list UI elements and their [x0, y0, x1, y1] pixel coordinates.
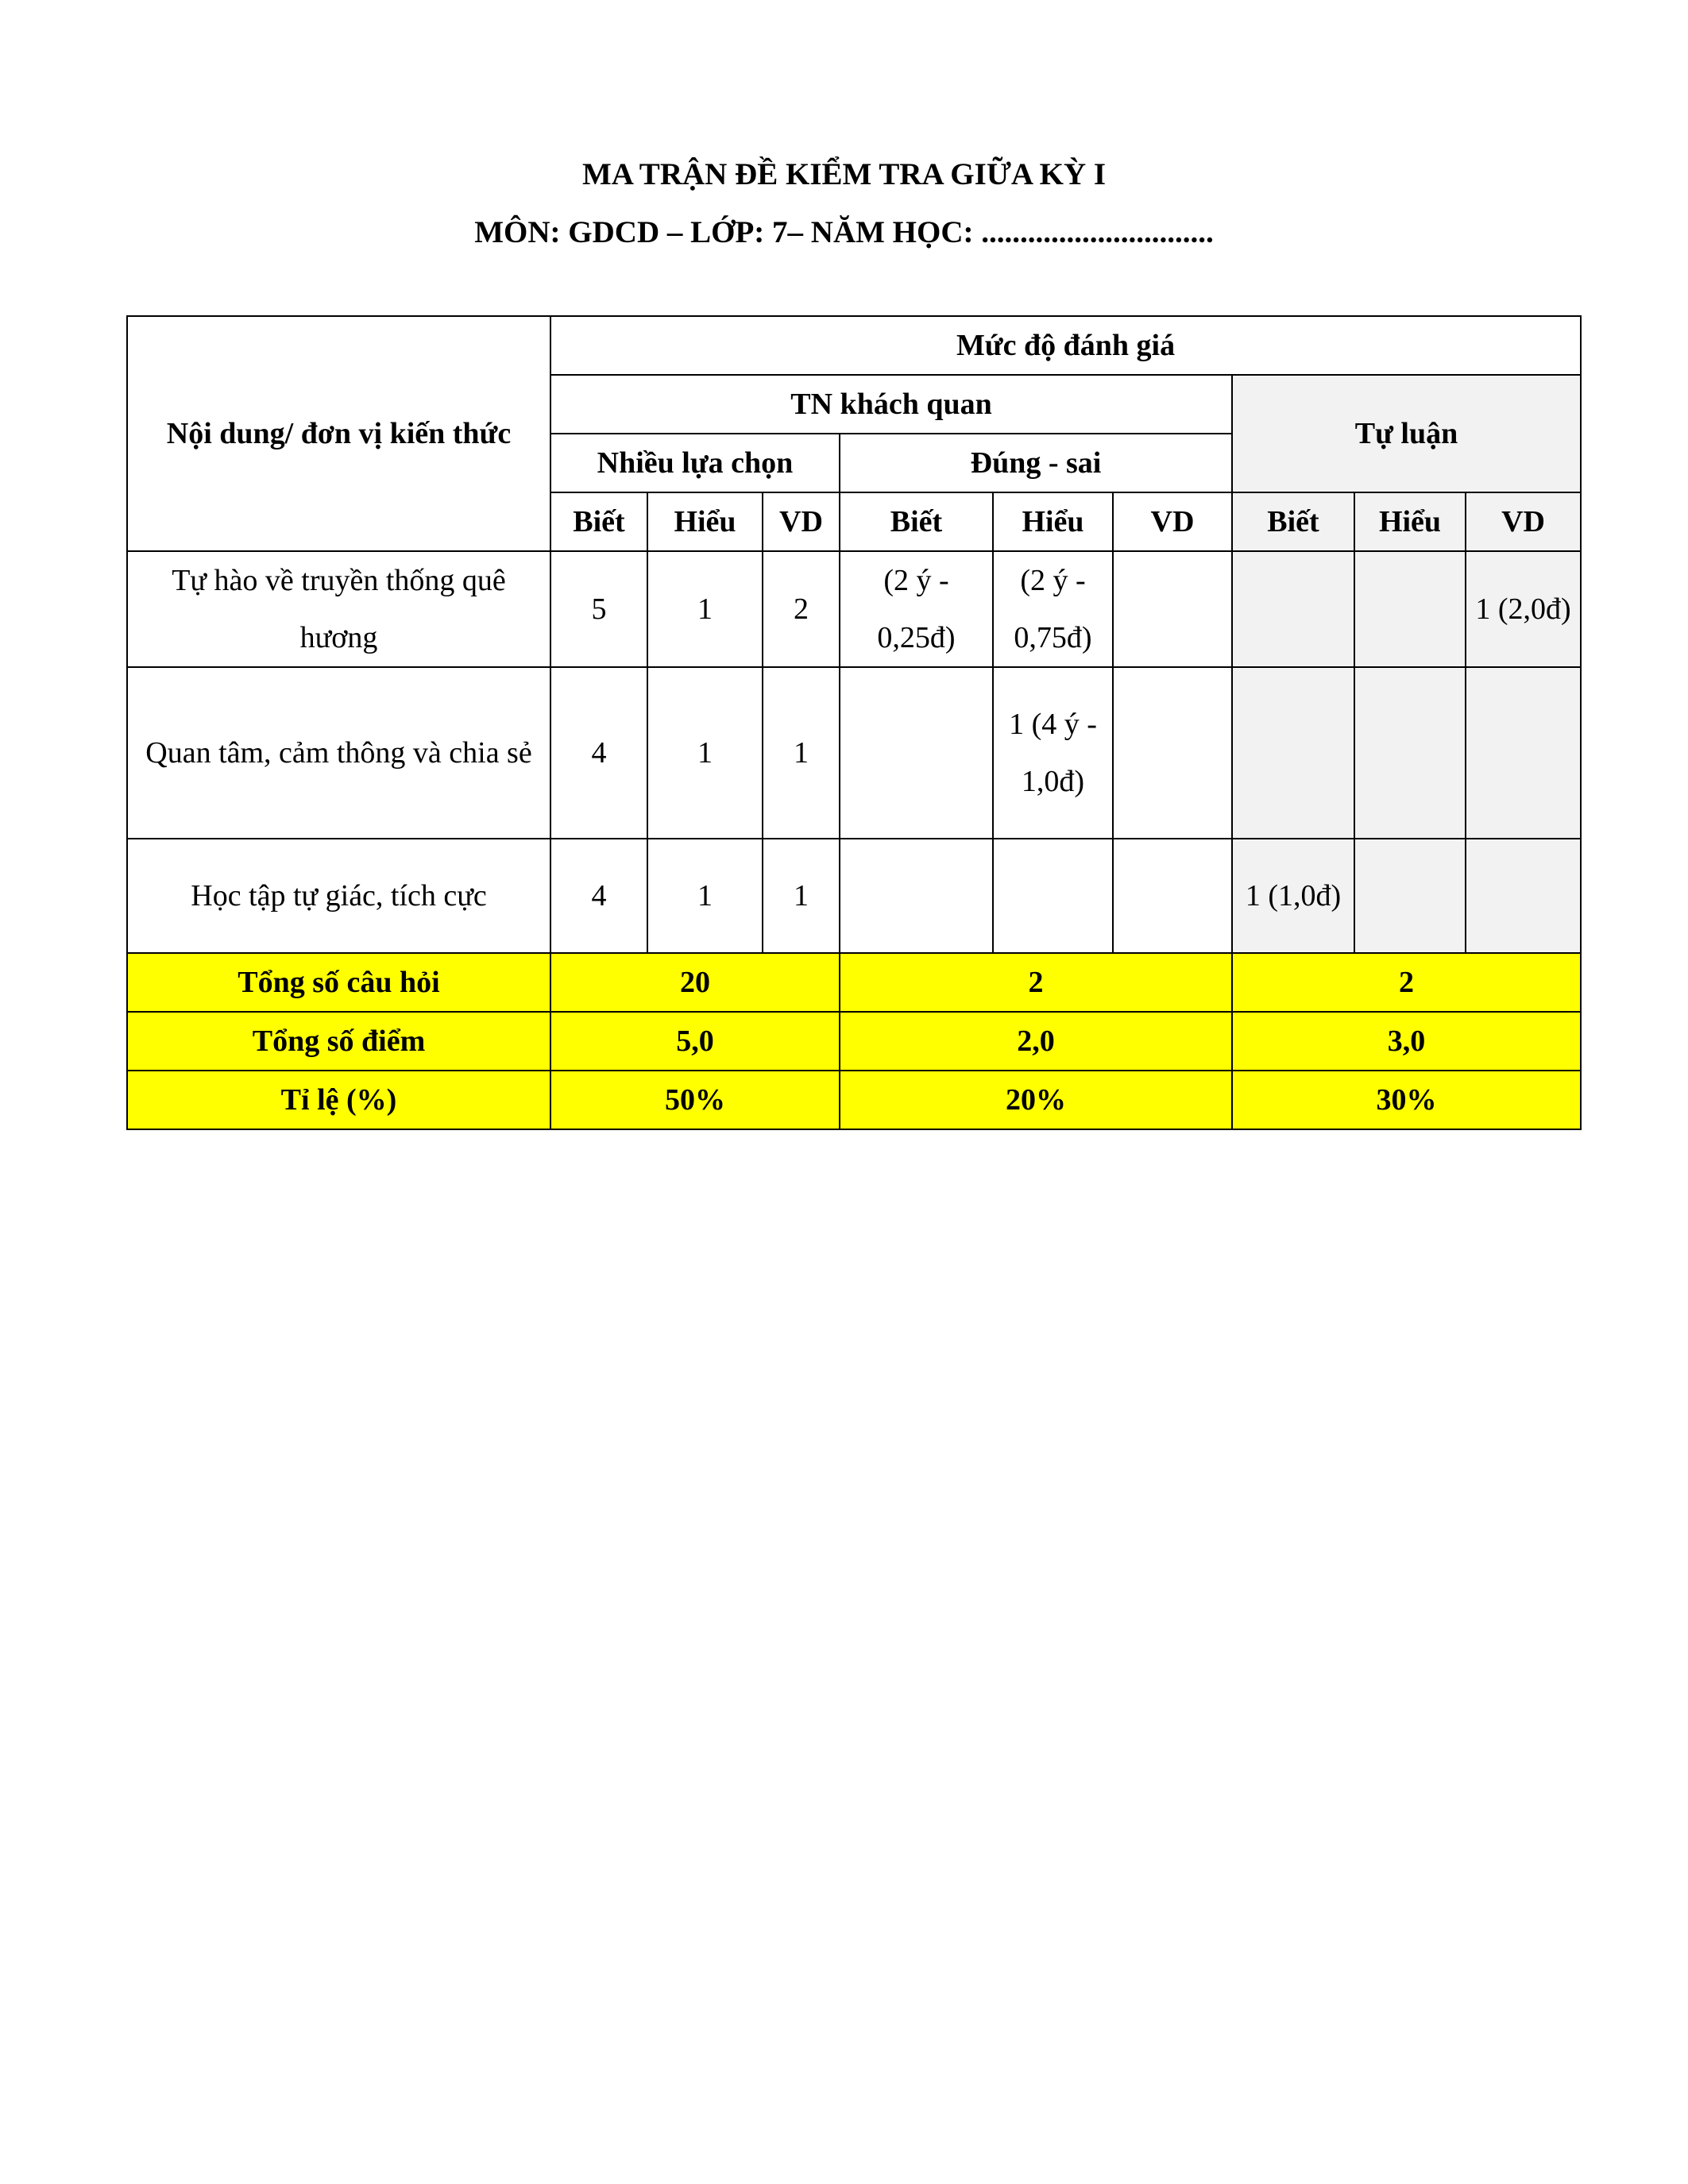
- table-row: [127, 551, 1581, 667]
- cell-mc-biet: 5: [550, 551, 647, 667]
- level-header: VD: [1113, 492, 1232, 551]
- ratio-row: [127, 1071, 1581, 1129]
- total-label: Tổng số câu hỏi: [127, 953, 550, 1012]
- cell-tf-hieu: (2 ý - 0,75đ): [993, 551, 1113, 667]
- cell-tl-biet: 1 (1,0đ): [1232, 839, 1354, 953]
- level-header: Biết: [550, 492, 647, 551]
- cell-tf-vd: [1113, 551, 1232, 667]
- total-label: Tổng số điểm: [127, 1012, 550, 1071]
- level-header: Biết: [1232, 492, 1354, 551]
- cell-tf-biet: [840, 839, 993, 953]
- total-tl: 2: [1232, 953, 1581, 1012]
- table-row: [127, 839, 1581, 953]
- topic-cell: Quan tâm, cảm thông và chia sẻ: [127, 667, 550, 839]
- assessment-level-header: Mức độ đánh giá: [550, 316, 1581, 375]
- cell-mc-biet: 4: [550, 839, 647, 953]
- level-header: Hiểu: [1354, 492, 1466, 551]
- content-column-header: Nội dung/ đơn vị kiến thức: [127, 316, 550, 551]
- total-mc: 5,0: [550, 1012, 840, 1071]
- cell-tl-vd: [1466, 839, 1581, 953]
- table-row: [127, 667, 1581, 839]
- cell-mc-vd: 1: [763, 839, 840, 953]
- document-title: MA TRẬN ĐỀ KIỂM TRA GIỮA KỲ I: [581, 157, 1107, 191]
- topic-cell: Học tập tự giác, tích cực: [127, 839, 550, 953]
- topic-cell: Tự hào về truyền thống quê hương: [127, 551, 550, 667]
- level-header: Hiểu: [993, 492, 1113, 551]
- essay-header: Tự luận: [1232, 375, 1581, 492]
- document-subtitle: MÔN: GDCD – LỚP: 7– NĂM HỌC: ..............................: [474, 215, 1214, 249]
- total-tf: 2,0: [840, 1012, 1232, 1071]
- cell-tf-hieu: 1 (4 ý - 1,0đ): [993, 667, 1113, 839]
- total-tf: 20%: [840, 1071, 1232, 1129]
- cell-mc-vd: 2: [763, 551, 840, 667]
- total-label: Tỉ lệ (%): [127, 1071, 550, 1129]
- level-header: VD: [763, 492, 840, 551]
- cell-tf-hieu: [993, 839, 1113, 953]
- total-tf: 2: [840, 953, 1232, 1012]
- cell-tl-biet: [1232, 551, 1354, 667]
- cell-tl-vd: [1466, 667, 1581, 839]
- total-tl: 30%: [1232, 1071, 1581, 1129]
- assessment-matrix-table: [126, 315, 1582, 1130]
- true-false-header: Đúng - sai: [840, 434, 1232, 492]
- multiple-choice-header: Nhiều lựa chọn: [550, 434, 840, 492]
- cell-tl-hieu: [1354, 551, 1466, 667]
- total-points-row: [127, 1012, 1581, 1071]
- cell-tf-biet: (2 ý - 0,25đ): [840, 551, 993, 667]
- cell-tl-vd: 1 (2,0đ): [1466, 551, 1581, 667]
- cell-tl-hieu: [1354, 667, 1466, 839]
- total-questions-row: [127, 953, 1581, 1012]
- cell-mc-hieu: 1: [647, 839, 763, 953]
- level-header: Biết: [840, 492, 993, 551]
- cell-mc-hieu: 1: [647, 551, 763, 667]
- cell-mc-biet: 4: [550, 667, 647, 839]
- cell-mc-hieu: 1: [647, 667, 763, 839]
- cell-mc-vd: 1: [763, 667, 840, 839]
- cell-tl-hieu: [1354, 839, 1466, 953]
- cell-tf-biet: [840, 667, 993, 839]
- level-header: VD: [1466, 492, 1581, 551]
- total-mc: 20: [550, 953, 840, 1012]
- total-tl: 3,0: [1232, 1012, 1581, 1071]
- level-header: Hiểu: [647, 492, 763, 551]
- objective-test-header: TN khách quan: [550, 375, 1232, 434]
- total-mc: 50%: [550, 1071, 840, 1129]
- cell-tf-vd: [1113, 667, 1232, 839]
- cell-tf-vd: [1113, 839, 1232, 953]
- cell-tl-biet: [1232, 667, 1354, 839]
